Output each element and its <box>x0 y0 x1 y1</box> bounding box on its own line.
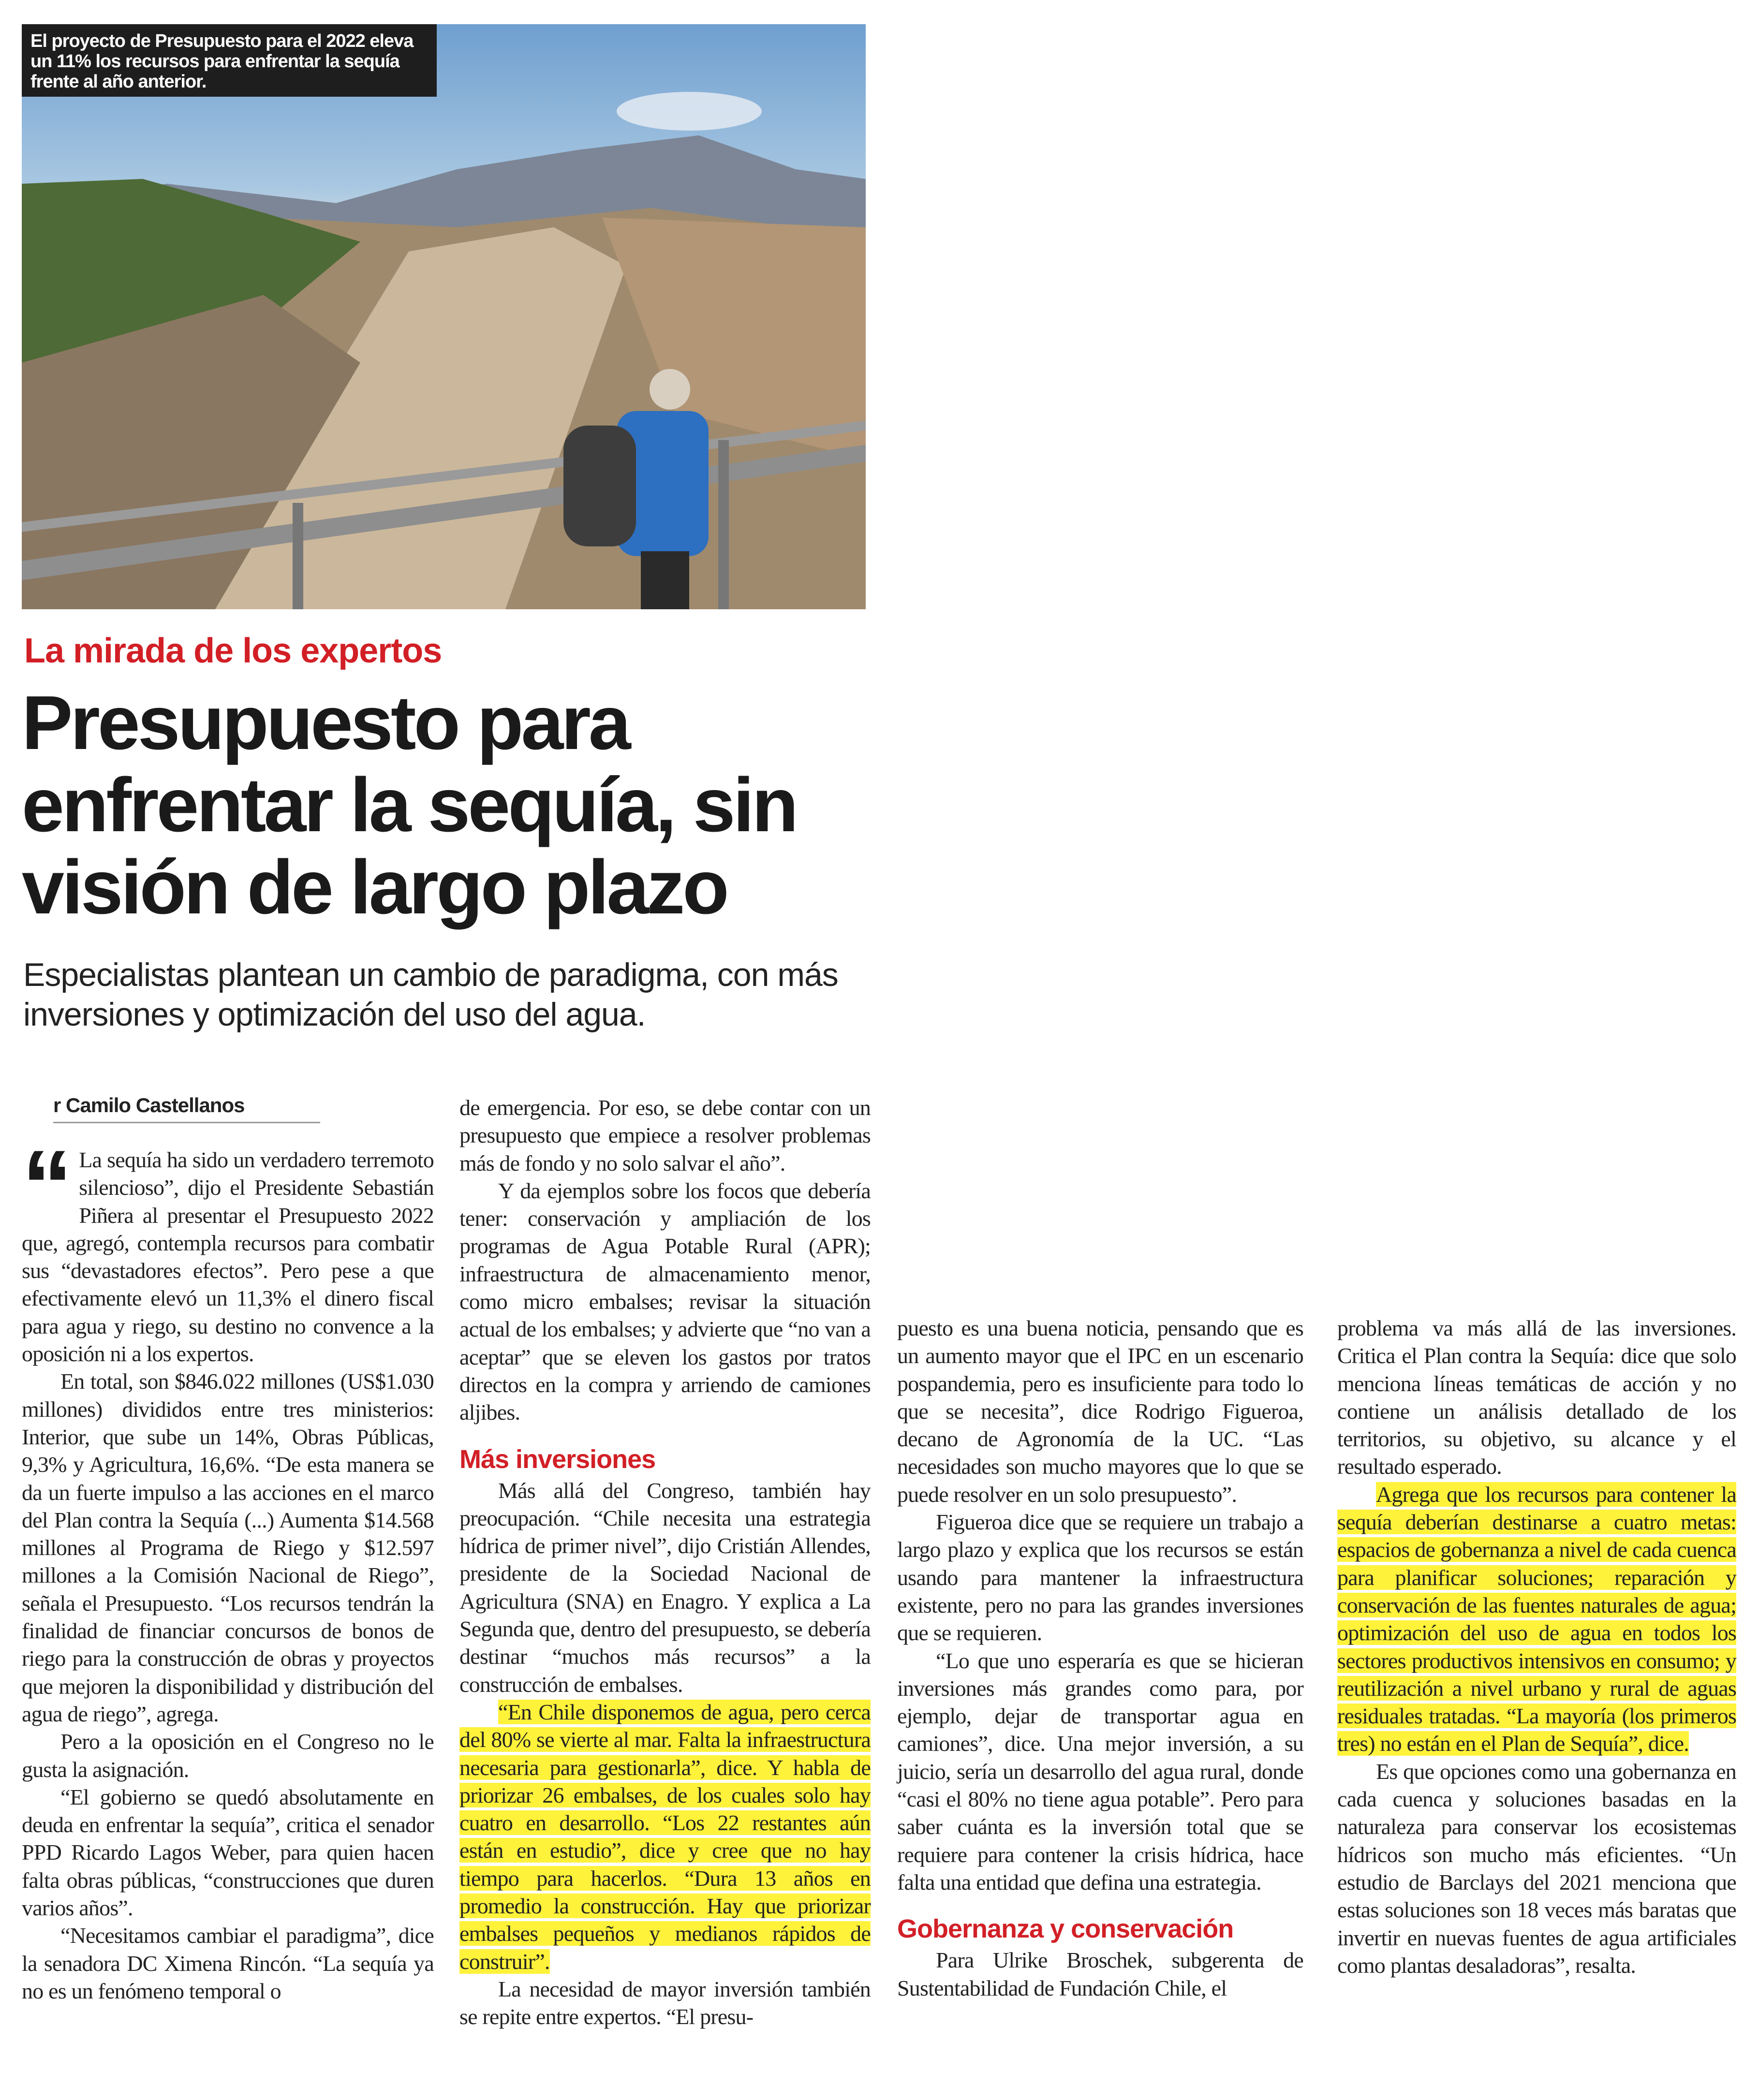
column-2 <box>459 1094 871 2031</box>
section-heading: Más inversiones <box>459 1444 656 1474</box>
highlight: “En Chile disponemos de agua, pero cerca del 80% se vierte al mar. Falta la infraestructura necesaria para gestionarla”, dice. Y habla de priorizar 26 embalses, de los cuales solo hay cuatro en desarrollo. “Los 22 restantes aún están en estudio”, dice y cree que no hay tiempo para hacerlos. “Dura 13 años en promedio la construcción. Hay que priorizar embalses pequeños y medianos rápidos de construir”. <box>459 1699 871 1974</box>
highlighted-paragraph <box>1337 1481 1736 1758</box>
paragraph: En total, son $846.022 millones (US$1.030 millones) divididos entre tres ministerios: Interior, que sube un 14%, Obras Públicas, 9,3% y Agricultura, 16,6%. “De esta manera se da un fuerte impulso a las acciones en el marco del Plan contra la Sequía (...) Aumenta $14.568 millones al Programa de Riego y $12.597 millones a la Comisión Nacional de Riego”, señala el Presupuesto. “Los recursos tendrán la finalidad de financiar concursos de bonos de riego para la construcción de obras y proyectos que mejoren la disponibilidad y distribución del agua de riego”, agrega. <box>22 1369 434 1726</box>
paragraph: Es que opciones como una gobernanza en cada cuenca y soluciones basadas en la naturaleza para conservar los ecosistemas hídricos son mucho más eficientes. “Un estudio de Barclays del 2021 menciona que estas soluciones son 18 veces más baratas que invertir en nuevas fuentes de agua artificiales como plantas desaladoras”, resalta. <box>1337 1759 1736 1978</box>
headline: Presupuesto para enfrentar la sequía, sin visión de largo plazo <box>22 680 797 930</box>
paragraph: La necesidad de mayor inversión también se repite entre expertos. “El presu- <box>459 1976 871 2029</box>
paragraph: puesto es una buena noticia, pensando que es un aumento mayor que el IPC en un escenario pospandemia, pero es insuficiente para todo lo que se necesita”, dice Rodrigo Figueroa, decano de Agronomía de la UC. “Las necesidades son mucho mayores que lo que se puede resolver en un solo presupuesto”. <box>897 1316 1303 1507</box>
paragraph: de emergencia. Por eso, se debe contar con un presupuesto que empiece a resolver problemas más de fondo y no solo salvar el año”. <box>459 1095 871 1175</box>
section-kicker: La mirada de los expertos <box>24 631 442 670</box>
paragraph: “El gobierno se quedó absolutamente en deuda en enfrentar la sequía”, critica el senador PPD Ricardo Lagos Weber, para quien hacen falta obras públicas, “construcciones que duren varios años”. <box>22 1784 434 1921</box>
paragraph: “Necesitamos cambiar el paradigma”, dice la senadora DC Ximena Rincón. “La sequía ya no es un fenómeno temporal o <box>22 1923 434 2003</box>
subtitle: Especialistas plantean un cambio de paradigma, con más inversiones y optimización del uso del agua. <box>23 956 838 1033</box>
paragraph: problema va más allá de las inversiones. Critica el Plan contra la Sequía: dice que solo menciona líneas temáticas de acción y no contiene un análisis detallado de los territorios, su objetivo, su alcance y el resultado esperado. <box>1337 1316 1736 1479</box>
column-3 <box>897 1314 1303 2002</box>
column-1 <box>22 1129 434 2005</box>
paragraph: Figueroa dice que se requiere un trabajo a largo plazo y explica que los recursos se están usando para mantener la infraestructura existente, pero no para las grandes inversiones que se requieren. <box>897 1510 1303 1645</box>
highlight: Agrega que los recursos para contener la sequía deberían destinarse a cuatro metas: espacios de gobernanza a nivel de cada cuenca para planificar soluciones; reparación y conservación de las fuentes naturales de agua; optimización del uso de agua en todos los sectores productivos intensivos en consumo; y reutilización a nivel urbano y rural de aguas residuales tratadas. “La mayoría (los primeros tres) no están en el Plan de Sequía”, dice. <box>1337 1482 1736 1756</box>
quote-mark-icon: “ <box>22 1129 73 1243</box>
photo-caption: El proyecto de Presupuesto para el 2022 eleva un 11% los recursos para enfrentar la sequía frente al año anterior. <box>22 24 437 97</box>
article-photo-dry-riverbed <box>22 24 866 609</box>
paragraph <box>22 1129 434 1367</box>
paragraph-text: La sequía ha sido un verdadero terremoto silencioso”, dijo el Presidente Sebastián Piñera al presentar el Presupuesto 2022 que, agregó, contempla recursos para combatir sus “devastadores efectos”. Pero pese a que efectivamente elevó un 11,3% el dinero fiscal para agua y riego, su destino no convence a la oposición ni a los expertos. <box>22 1147 434 1366</box>
photo-illustration <box>22 24 866 609</box>
byline: r Camilo Castellanos <box>53 1094 320 1123</box>
section-heading: Gobernanza y conservación <box>897 1914 1234 1944</box>
highlighted-paragraph <box>459 1698 871 1975</box>
column-4 <box>1337 1314 1736 1979</box>
paragraph: Y da ejemplos sobre los focos que debería tener: conservación y ampliación de los programas de Agua Potable Rural (APR); infraestructura de almacenamiento menor, como micro embalses; revisar la situación actual de los embalses; y advierte que “no van a aceptar” que se eleven los gastos por tratos directos en la compra y arriendo de camiones aljibes. <box>459 1178 871 1425</box>
paragraph: Pero a la oposición en el Congreso no le gusta la asignación. <box>22 1729 434 1782</box>
paragraph: “Lo que uno esperaría es que se hicieran inversiones más grandes como para, por ejemplo, dejar de transportar agua en camiones”, dice. Una mejor inversión, a su juicio, sería un desarrollo del agua rural, donde “casi el 80% no tiene agua potable”. Pero para saber cuánta es la inversión total que se requiere para contener la crisis hídrica, hace falta una entidad que defina una estrategia. <box>897 1648 1303 1894</box>
paragraph: Más allá del Congreso, también hay preocupación. “Chile necesita una estrategia hídrica de primer nivel”, dijo Cristián Allendes, presidente de la Sociedad Nacional de Agricultura (SNA) en Enagro. Y explica a La Segunda que, dentro del presupuesto, se debería destinar “muchos más recursos” a la construcción de embalses. <box>459 1478 871 1697</box>
paragraph: Para Ulrike Broschek, subgerenta de Sustentabilidad de Fundación Chile, el <box>897 1948 1303 2000</box>
